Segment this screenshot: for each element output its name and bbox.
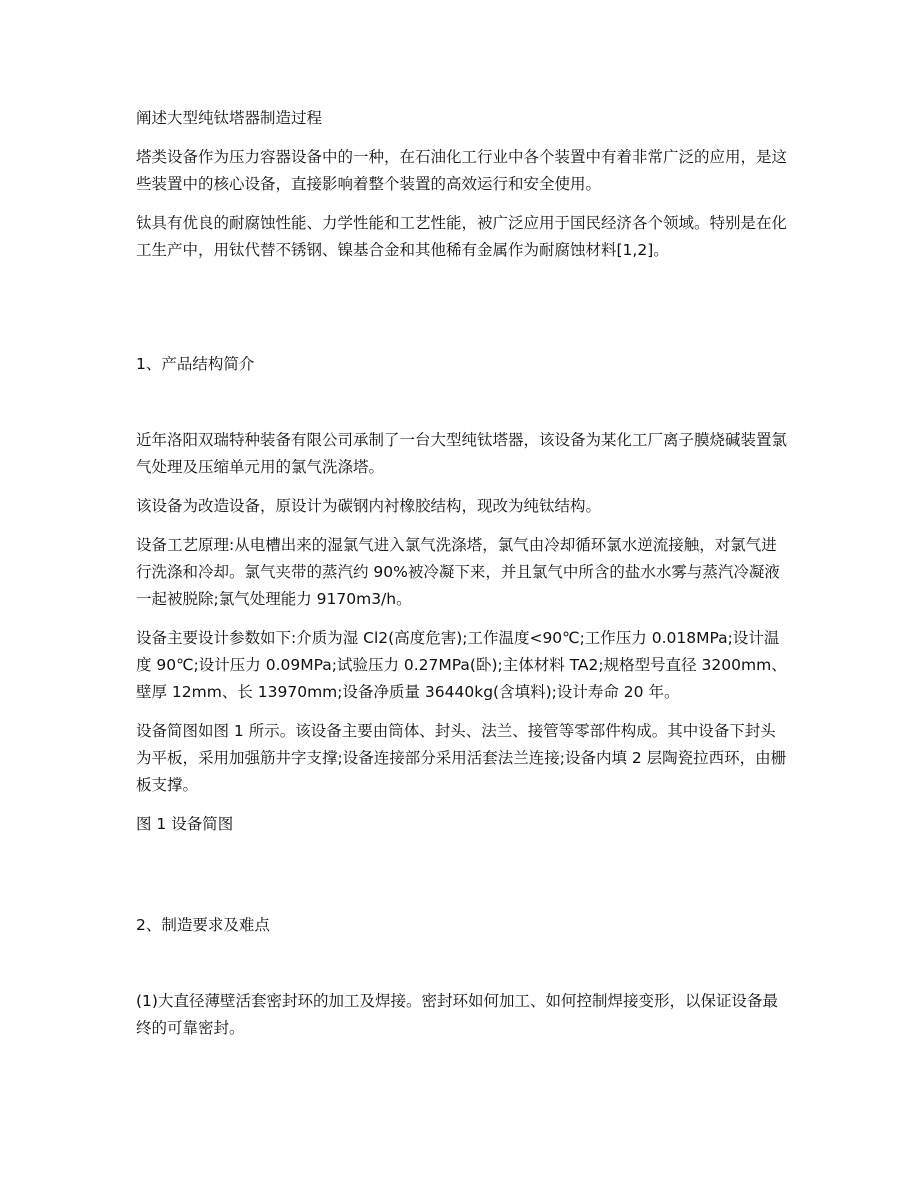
section-heading-2: 2、制造要求及难点 — [136, 916, 270, 934]
paragraph: 近年洛阳双瑞特种装备有限公司承制了一台大型纯钛塔器，该设备为某化工厂离子膜烧碱装置氯气处理及压缩单元用的氯气洗涤塔。 — [136, 431, 788, 476]
paragraph: 设备简图如图 1 所示。该设备主要由筒体、封头、法兰、接管等零部件构成。其中设备下封头为平板，采用加强筋井字支撑;设备连接部分采用活套法兰连接;设备内填 2 层陶瓷拉西环，由栅板支撑。 — [136, 722, 787, 794]
paragraph: (1)大直径薄壁活套密封环的加工及焊接。密封环如何加工、如何控制焊接变形，以保证设备最终的可靠密封。 — [136, 992, 778, 1037]
figure-caption: 图 1 设备简图 — [136, 815, 234, 833]
paragraph: 设备主要设计参数如下:介质为湿 Cl2(高度危害);工作温度<90℃;工作压力 0.018MPa;设计温度 90℃;设计压力 0.09MPa;试验压力 0.27MPa(卧);主体材料 TA2;规格型号直径 3200mm、壁厚 12mm、长 13970mm;设备净质量 36440kg(含填料);设计寿命 20 年。 — [136, 629, 787, 701]
document-title: 阐述大型纯钛塔器制造过程 — [136, 109, 323, 127]
paragraph: 该设备为改造设备，原设计为碳钢内衬橡胶结构，现改为纯钛结构。 — [136, 497, 602, 515]
intro-paragraph: 塔类设备作为压力容器设备中的一种，在石油化工行业中各个装置中有着非常广泛的应用，是这些装置中的核心设备，直接影响着整个装置的高效运行和安全使用。 — [136, 148, 788, 193]
section-heading-1: 1、产品结构简介 — [136, 355, 255, 373]
document-body — [136, 105, 791, 1054]
intro-paragraph: 钛具有优良的耐腐蚀性能、力学性能和工艺性能，被广泛应用于国民经济各个领域。特别是在化工生产中，用钛代替不锈钢、镍基合金和其他稀有金属作为耐腐蚀材料[1,2]。 — [136, 214, 788, 259]
paragraph: 设备工艺原理:从电槽出来的湿氯气进入氯气洗涤塔，氯气由冷却循环氯水逆流接触，对氯气进行洗涤和冷却。氯气夹带的蒸汽约 90%被冷凝下来，并且氯气中所含的盐水水雾与蒸汽冷凝液一起被脱除;氯气处理能力 9170m3/h。 — [136, 536, 780, 608]
